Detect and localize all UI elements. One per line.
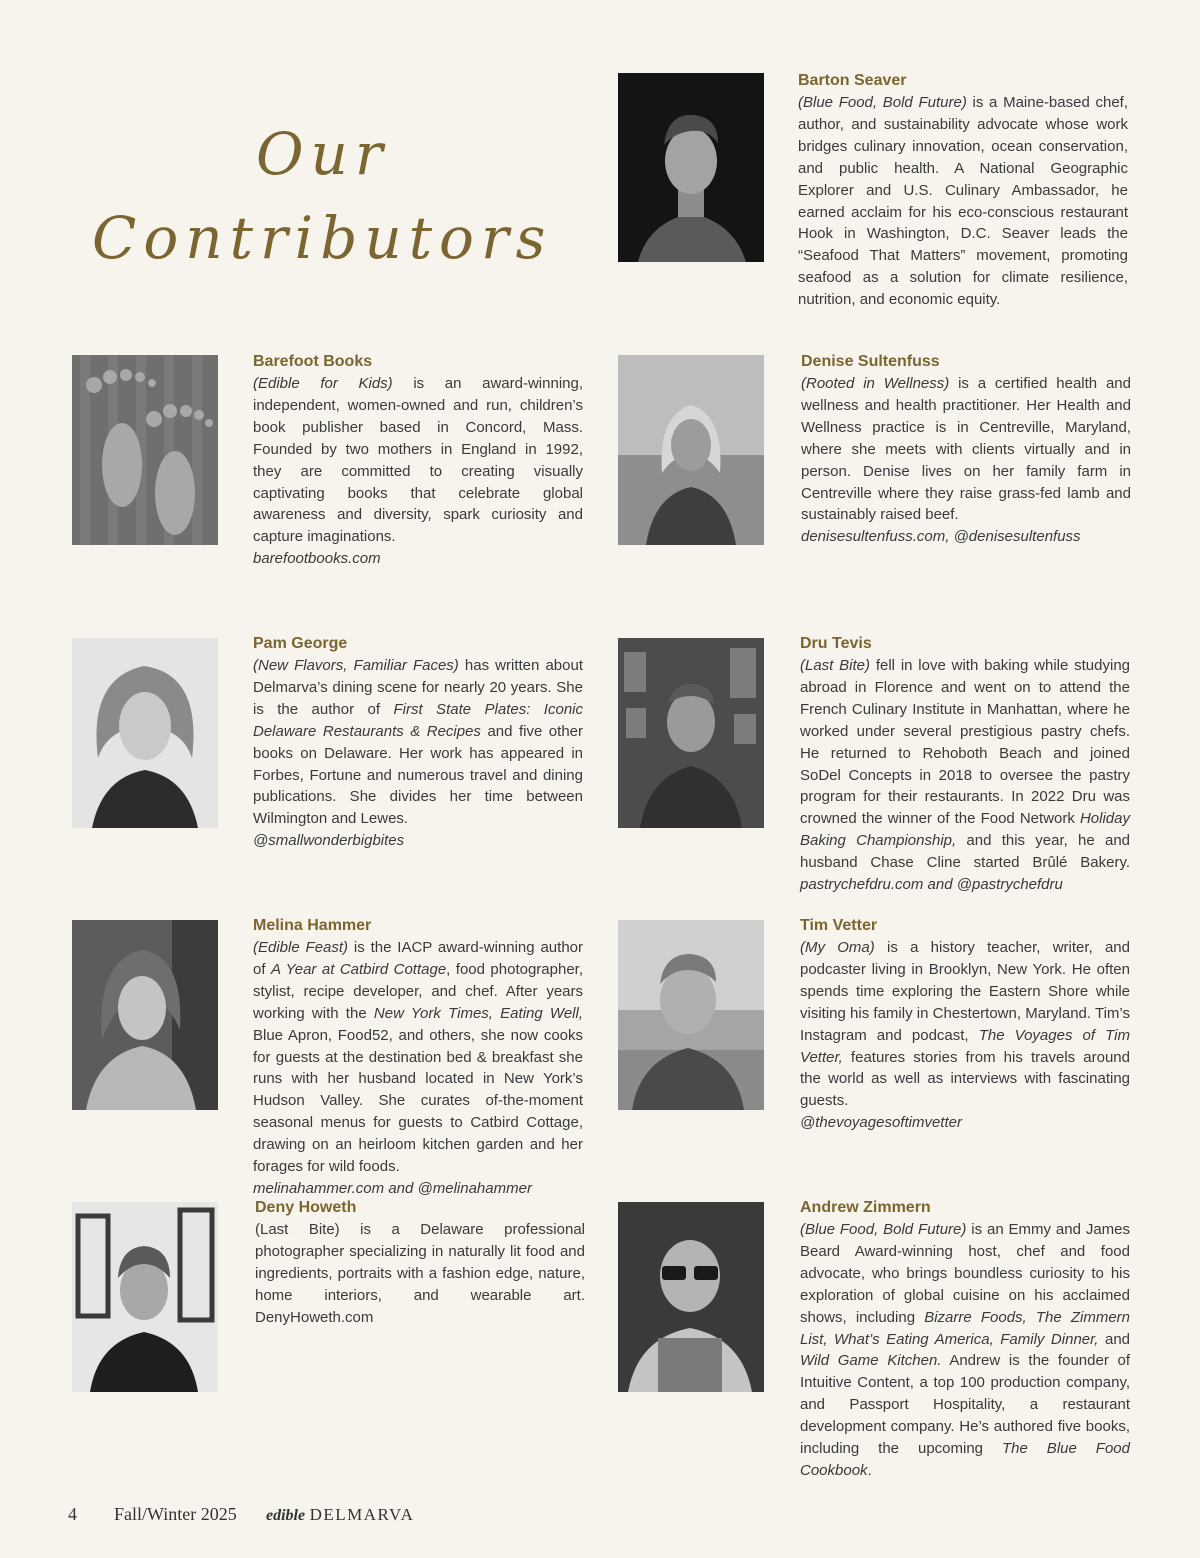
story-title: (New Flavors, Familiar Faces) [253, 657, 459, 674]
portrait-andrew-zimmern [618, 1202, 764, 1392]
story-title: (Edible for Kids) [253, 375, 393, 392]
bio-text: has written about Delmarva’s dining scene for nearly 20 years. She is the author of [253, 657, 583, 718]
issue-label: Fall/Winter 2025 [114, 1504, 237, 1524]
bio-text: Blue Apron, Food52, and others, she now cooks for guests at the destination bed & breakfast she runs with her husband located in New York’s Hudson Valley. She curates of-the-moment seasonal menus for guests to Catbird Cottage, drawing on an heirloom kitchen garden and her forages for wild foods. [253, 1026, 583, 1176]
story-title: (My Oma) [800, 939, 875, 956]
bio-text: is a Maine-based chef, author, and sustainability advocate whose work bridges culinary innovation, ocean conservation, and public health. A National Geographic Explorer and U.S. Culinary Ambassador, he earned acclaim for his eco-conscious restaurant Hook in Washington, D.C. Seaver leads the “Seafood That Matters” movement, promoting seafood as a solution for climate resilience, nutrition, and economic equity. [798, 94, 1129, 309]
contributor-name: Dru Tevis [800, 635, 872, 652]
bio-text: features stories from his travels around the world as well as interviews with fascinating guests. [800, 1048, 1130, 1110]
bio-text: and [1098, 1330, 1131, 1348]
bio-pam-george [253, 634, 583, 852]
bio-barefoot-books [253, 352, 583, 570]
contributor-link[interactable]: melinahammer.com and @melinahammer [253, 1179, 532, 1197]
contributor-name: Tim Vetter [800, 917, 878, 934]
portrait-dru-tevis [618, 638, 764, 828]
book-title: A Year at Catbird Cottage [270, 960, 447, 978]
bio-text: . [867, 1461, 872, 1479]
bio-text: Andrew is the founder of Intuitive Content, a top 100 production company, and Passport Hospitality, a restaurant development company. He’s authored five books, including the upcoming [800, 1352, 1131, 1458]
page-title-line1: Our [256, 120, 390, 188]
bio-text: fell in love with baking while studying abroad in Florence and went on to attend the French Culinary Institute in Manhattan, where he worked under several prestigious pastry chefs. He returned to Rehoboth Beach and joined SoDel Concepts in 2018 to oversee the pastry program for their restaurants. In 2022 Dru was crowned the winner of the Food Network [800, 657, 1131, 828]
bio-text: , food photographer, stylist, recipe developer, and chef. After years working with the [253, 960, 583, 1022]
story-title: (Edible Feast) [253, 939, 349, 956]
story-title: (Blue Food, Bold Future) [800, 1221, 967, 1238]
bio-text: is a certified health and wellness and health practitioner. Her Health and Wellness practice is in Centreville, Maryland, where she meets with clients virtually and in person. Denise lives on her family farm in Centreville where they raise grass-fed lamb and sustainably raised beef. [801, 375, 1131, 524]
contributor-name: Barefoot Books [253, 353, 373, 370]
barefoot-books-logo [72, 355, 218, 545]
page-number: 4 [68, 1504, 77, 1524]
magazine-brand [266, 1504, 414, 1525]
portrait-pam-george [72, 638, 218, 828]
contributor-name: Melina Hammer [253, 917, 372, 934]
portrait-denise-sultenfuss [618, 355, 764, 545]
bio-text: is the IACP award-winning author of [253, 939, 583, 978]
bio-tim-vetter [800, 916, 1130, 1134]
contributor-link[interactable]: pastrychefdru.com and @pastrychefdru [800, 876, 1063, 894]
brand-italic: edible [266, 1507, 306, 1524]
contributor-link[interactable]: @thevoyagesoftimvetter [800, 1114, 962, 1132]
bio-dru-tevis [800, 634, 1130, 896]
bio-text: and this year, he and husband Chase Cline started Brûlé Bakery. [800, 832, 1130, 872]
contributor-link[interactable]: barefootbooks.com [253, 550, 381, 568]
bio-deny-howeth [255, 1198, 585, 1329]
portrait-deny-howeth [72, 1202, 218, 1392]
portrait-melina-hammer [72, 920, 218, 1110]
contributor-name: Denise Sultenfuss [801, 353, 940, 370]
show-title: Wild Game Kitchen. [800, 1352, 942, 1370]
contributor-name: Pam George [253, 635, 348, 652]
contributor-name: Deny Howeth [255, 1199, 357, 1216]
show-titles: Bizarre Foods, The Zimmern List, What’s Eating America, Family Dinner, [800, 1308, 1130, 1348]
book-title: First State Plates: Iconic Delaware Restaurants & Recipes [253, 700, 583, 740]
brand-name: DELMARVA [309, 1505, 415, 1524]
bio-melina-hammer [253, 916, 583, 1200]
bio-text: is an Emmy and James Beard Award-winning host, chef and food advocate, who brings boundless curiosity to his exploration of global cuisine on his acclaimed shows, including [800, 1221, 1131, 1326]
contributor-link[interactable]: denisesultenfuss.com, @denisesultenfuss [801, 528, 1081, 546]
bio-denise-sultenfuss [801, 352, 1131, 548]
bio-barton-seaver [798, 71, 1128, 311]
portrait-barton-seaver [618, 73, 764, 262]
bio-text: is an award-winning, independent, women-owned and run, children’s book publisher based in Concord, Mass. Founded by two mothers in England in 1992, they are committed to creating visually captivating books that celebrate global awareness and diversity, spark curiosity and capture imaginations. [253, 375, 584, 546]
story-title: (Last Bite) [800, 657, 871, 674]
podcast-title: The Voyages of Tim Vetter, [800, 1026, 1130, 1066]
bio-text: (Last Bite) is a Delaware professional photographer specializing in naturally lit food and ingredients, portraits with a fashion edge, nature, home interiors, and wearable art. DenyHoweth.com [255, 1221, 585, 1326]
portrait-tim-vetter [618, 920, 764, 1110]
publication-names: New York Times, Eating Well, [373, 1004, 583, 1022]
book-title: The Blue Food Cookbook [800, 1440, 1130, 1479]
page-footer [68, 1504, 414, 1525]
page-title [92, 112, 582, 280]
bio-text: and five other books on Delaware. Her work has appeared in Forbes, Fortune and numerous travel and dining publications. She divides her time between Wilmington and Lewes. [253, 722, 583, 828]
bio-andrew-zimmern [800, 1198, 1130, 1482]
show-title: Holiday Baking Championship, [800, 810, 1130, 850]
page-title-line2: Contributors [92, 204, 553, 272]
story-title: (Blue Food, Bold Future) [798, 94, 967, 111]
contributor-name: Andrew Zimmern [800, 1199, 931, 1216]
story-title: (Rooted in Wellness) [801, 375, 950, 392]
bio-text: is a history teacher, writer, and podcaster living in Brooklyn, New York. He often spends time exploring the Eastern Shore while visiting his family in Chestertown, Maryland. Tim’s Instagram and podcast, [800, 939, 1130, 1044]
contributor-name: Barton Seaver [798, 72, 907, 89]
contributor-link[interactable]: @smallwonderbigbites [253, 832, 405, 850]
